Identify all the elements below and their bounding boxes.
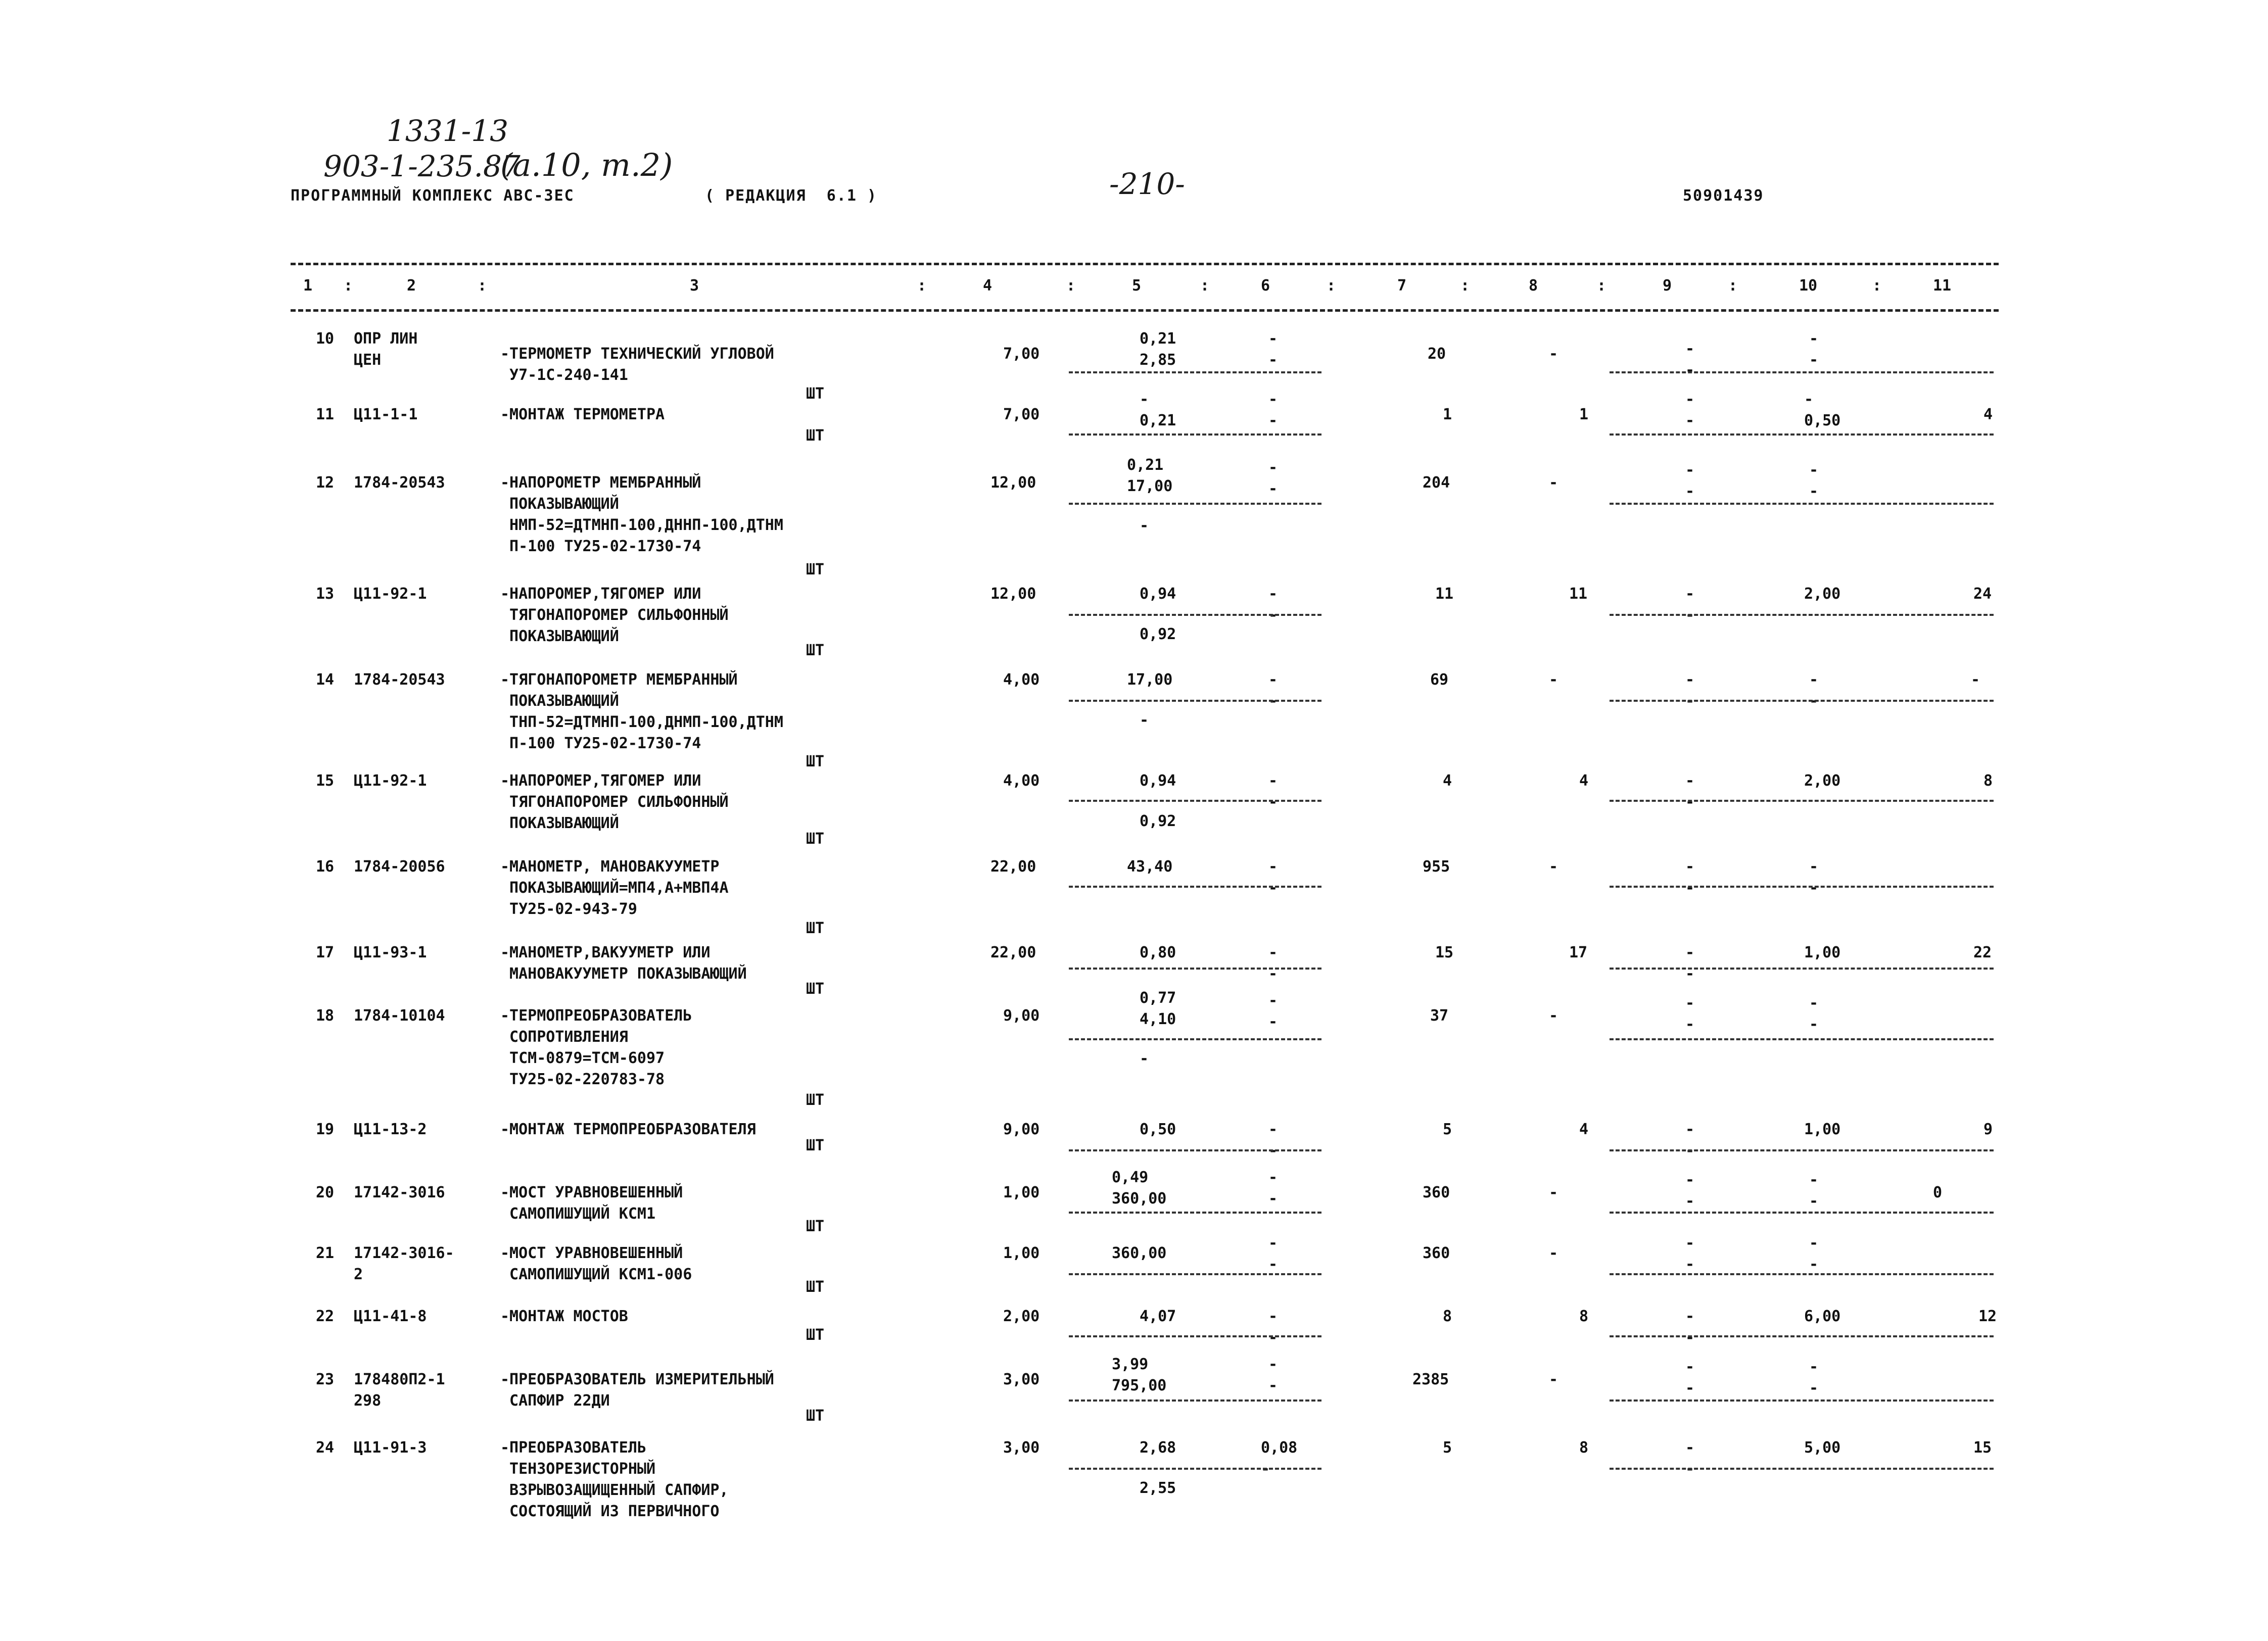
- item-description: -МОНТАЖ ТЕРМОПРЕОБРАЗОВАТЕЛЯ: [500, 1121, 756, 1138]
- price-code: 17142-3016: [354, 1184, 445, 1201]
- col9-value: - -: [1685, 1171, 1695, 1210]
- handwritten-page-number: -210-: [1109, 167, 1185, 201]
- col6-value: - -: [1268, 459, 1278, 498]
- row-separator: [1610, 968, 1994, 970]
- quantity: 12,00: [990, 474, 1036, 492]
- unit-cost: 0,80: [1140, 944, 1176, 961]
- col8-value: -: [1549, 1007, 1558, 1025]
- item-description: -НАПОРОМЕР,ТЯГОМЕР ИЛИ ТЯГОНАПОРОМЕР СИЛЬФОННЫЙ ПОКАЗЫВАЮЩИЙ: [500, 772, 729, 832]
- col6-value: - -: [1268, 585, 1278, 624]
- col8-value: 11: [1569, 585, 1588, 603]
- item-description: -НАПОРОМЕР,ТЯГОМЕР ИЛИ ТЯГОНАПОРОМЕР СИЛЬФОННЫЙ ПОКАЗЫВАЮЩИЙ: [500, 585, 729, 645]
- col11-value: 0: [1933, 1184, 1943, 1201]
- col-8: 8: [1529, 277, 1538, 295]
- unit-label: ШТ: [806, 920, 825, 937]
- unit-label: ШТ: [806, 1218, 825, 1235]
- row-separator: [1069, 886, 1321, 888]
- item-description: -ТЕРМОПРЕОБРАЗОВАТЕЛЬ СОПРОТИВЛЕНИЯ ТСМ-0879=ТСМ-6097 ТУ25-02-220783-78: [500, 1007, 692, 1088]
- col7-value: 360: [1423, 1184, 1450, 1201]
- col-6: 6: [1261, 277, 1270, 295]
- col-sep: :: [344, 277, 353, 295]
- col9-value: - -: [1685, 944, 1695, 983]
- price-code: 1784-20056: [354, 858, 445, 876]
- unit-cost-second: 0,92: [1140, 625, 1176, 643]
- handwritten-code: 1331-13: [387, 114, 509, 148]
- col9-value: - -: [1685, 994, 1695, 1033]
- col-9: 9: [1663, 277, 1672, 295]
- col7-value: 360: [1423, 1244, 1450, 1262]
- price-code: Ц11-41-8: [354, 1308, 427, 1325]
- unit-label: ШТ: [806, 1407, 825, 1425]
- col-2: 2: [407, 277, 416, 295]
- col10-value: 1,00: [1804, 1121, 1841, 1138]
- item-description: -МАНОМЕТР,ВАКУУМЕТР ИЛИ МАНОВАКУУМЕТР ПОКАЗЫВАЮЩИЙ: [500, 944, 747, 983]
- row-separator: [1069, 1468, 1321, 1470]
- row-number: 23: [316, 1371, 335, 1388]
- quantity: 9,00: [1003, 1007, 1040, 1025]
- col7-value: 15: [1435, 944, 1454, 961]
- row-separator: [1069, 1212, 1321, 1214]
- col10-value: 1,00: [1804, 944, 1841, 961]
- price-code: 17142-3016- 2: [354, 1244, 454, 1283]
- unit-cost-dash: -: [1140, 711, 1149, 729]
- col8-value: -: [1549, 671, 1558, 689]
- col10-value: - -: [1809, 858, 1819, 897]
- col8-value: -: [1549, 858, 1558, 876]
- col8-value: 4: [1579, 772, 1589, 790]
- col-sep: :: [1066, 277, 1076, 295]
- unit-cost-dash: -: [1140, 517, 1149, 535]
- header-bottom-rule: [291, 309, 1999, 312]
- item-description: -ПРЕОБРАЗОВАТЕЛЬ ТЕНЗОРЕЗИСТОРНЫЙ ВЗРЫВОЗАЩИЩЕННЫЙ САПФИР, СОСТОЯЩИЙ ИЗ ПЕРВИЧНОГО: [500, 1439, 729, 1520]
- col10-value: - -: [1809, 461, 1819, 500]
- col10-value: 2,00: [1804, 772, 1841, 790]
- col8-value: -: [1549, 474, 1558, 492]
- col7-value: 5: [1443, 1121, 1452, 1138]
- row-separator: [1610, 800, 1994, 802]
- row-number: 10: [316, 330, 335, 348]
- col-sep: :: [1327, 277, 1336, 295]
- row-number: 22: [316, 1308, 335, 1325]
- price-code: ОПР ЛИН ЦЕН: [354, 330, 418, 369]
- quantity: 3,00: [1003, 1371, 1040, 1388]
- price-code: 1784-10104: [354, 1007, 445, 1025]
- col6-value: - -: [1268, 1234, 1278, 1273]
- quantity: 7,00: [1003, 345, 1040, 363]
- col9-value: - -: [1685, 1358, 1695, 1397]
- unit-label: ШТ: [806, 1137, 825, 1154]
- col8-value: -: [1549, 1371, 1558, 1388]
- price-code: Ц11-13-2: [354, 1121, 427, 1138]
- col10-value: - -: [1809, 1234, 1819, 1273]
- col11-value: 15: [1973, 1439, 1992, 1457]
- unit-cost: 4,07: [1140, 1308, 1176, 1325]
- row-separator: [1069, 1399, 1321, 1402]
- row-separator: [1610, 433, 1994, 436]
- price-code: 1784-20543: [354, 671, 445, 689]
- col10-value: - -: [1809, 1358, 1819, 1397]
- row-number: 11: [316, 406, 335, 423]
- row-separator: [1069, 700, 1321, 702]
- unit-cost: 0,21 17,00: [1127, 456, 1173, 495]
- col-11: 11: [1933, 277, 1952, 295]
- item-description: -МОНТАЖ ТЕРМОМЕТРА: [500, 406, 665, 423]
- unit-label: ШТ: [806, 642, 825, 659]
- col7-value: 5: [1443, 1439, 1452, 1457]
- unit-cost: 17,00: [1127, 671, 1173, 689]
- col7-value: 2385: [1412, 1371, 1449, 1388]
- row-separator: [1069, 1038, 1321, 1040]
- col10-value: 2,00: [1804, 585, 1841, 603]
- col-7: 7: [1397, 277, 1407, 295]
- row-number: 15: [316, 772, 335, 790]
- row-separator: [1610, 503, 1994, 505]
- row-separator: [1610, 700, 1994, 702]
- quantity: 22,00: [990, 858, 1036, 876]
- row-separator: [1610, 1273, 1994, 1275]
- col6-value: - -: [1268, 1169, 1278, 1208]
- col6-value: - -: [1268, 1121, 1278, 1160]
- col6-value: - -: [1268, 1356, 1278, 1394]
- row-separator: [1069, 968, 1321, 970]
- col8-value: -: [1549, 345, 1558, 363]
- col8-value: 8: [1579, 1439, 1589, 1457]
- unit-cost: 0,77 4,10: [1140, 989, 1176, 1028]
- col7-value: 1: [1443, 406, 1452, 423]
- unit-label: ШТ: [806, 830, 825, 848]
- unit-label: ШТ: [806, 753, 825, 770]
- col11-value: 22: [1973, 944, 1992, 961]
- row-number: 13: [316, 585, 335, 603]
- unit-cost: 0,50: [1140, 1121, 1176, 1138]
- unit-cost: 0,94: [1140, 585, 1176, 603]
- col-10: 10: [1799, 277, 1818, 295]
- col8-value: -: [1549, 1244, 1558, 1262]
- col6-value: - -: [1268, 858, 1278, 897]
- col6-value: 0,08 -: [1261, 1439, 1298, 1478]
- col-1: 1: [303, 277, 313, 295]
- header-top-rule: [291, 263, 1999, 265]
- item-description: -МАНОМЕТР, МАНОВАКУУМЕТР ПОКАЗЫВАЮЩИЙ=МП4,А+МВП4А ТУ25-02-943-79: [500, 858, 729, 918]
- col-sep: :: [1872, 277, 1882, 295]
- price-code: Ц11-91-3: [354, 1439, 427, 1457]
- row-separator: [1610, 1212, 1994, 1214]
- unit-cost: 360,00: [1112, 1244, 1167, 1262]
- col9-value: - -: [1685, 1234, 1695, 1273]
- unit-label: ШТ: [806, 1326, 825, 1344]
- quantity: 4,00: [1003, 772, 1040, 790]
- col9-value: - -: [1685, 1121, 1695, 1160]
- row-number: 21: [316, 1244, 335, 1262]
- unit-cost-second: 0,92: [1140, 812, 1176, 830]
- unit-cost-dash: -: [1140, 1050, 1149, 1068]
- col7-value: 11: [1435, 585, 1454, 603]
- col10-value: - 0,50: [1804, 391, 1841, 429]
- row-number: 24: [316, 1439, 335, 1457]
- col7-value: 37: [1430, 1007, 1449, 1025]
- handwritten-project-code: 903-1-235.87: [323, 149, 521, 183]
- row-number: 20: [316, 1184, 335, 1201]
- row-number: 14: [316, 671, 335, 689]
- row-separator: [1069, 371, 1321, 373]
- row-separator: [1610, 614, 1994, 616]
- col8-value: 8: [1579, 1308, 1589, 1325]
- item-description: -НАПОРОМЕТР МЕМБРАННЫЙ ПОКАЗЫВАЮЩИЙ НМП-52=ДТМНП-100,ДННП-100,ДТНМ П-100 ТУ25-02-1730-74: [500, 474, 783, 555]
- col6-value: - -: [1268, 391, 1278, 429]
- col9-value: - -: [1685, 772, 1695, 811]
- col7-value: 955: [1423, 858, 1450, 876]
- row-separator: [1069, 1335, 1321, 1337]
- col9-value: - -: [1685, 585, 1695, 624]
- unit-cost: 3,99 795,00: [1112, 1356, 1167, 1394]
- col10-value: - -: [1809, 994, 1819, 1033]
- col7-value: 4: [1443, 772, 1452, 790]
- col6-value: - -: [1268, 1308, 1278, 1346]
- col10-value: - -: [1809, 330, 1819, 369]
- col10-value: 6,00: [1804, 1308, 1841, 1325]
- unit-cost-second: 2,55: [1140, 1479, 1176, 1497]
- col9-value: - -: [1685, 340, 1695, 379]
- unit-cost: 43,40: [1127, 858, 1173, 876]
- col6-value: - -: [1268, 671, 1278, 710]
- row-number: 17: [316, 944, 335, 961]
- row-number: 16: [316, 858, 335, 876]
- row-separator: [1069, 503, 1321, 505]
- row-separator: [1610, 1399, 1994, 1402]
- quantity: 3,00: [1003, 1439, 1040, 1457]
- row-separator: [1069, 614, 1321, 616]
- unit-cost: 0,94: [1140, 772, 1176, 790]
- quantity: 22,00: [990, 944, 1036, 961]
- col7-value: 69: [1430, 671, 1449, 689]
- col6-value: - -: [1268, 992, 1278, 1031]
- col9-value: - -: [1685, 1308, 1695, 1346]
- item-description: -МОСТ УРАВНОВЕШЕННЫЙ САМОПИШУЩИЙ КСМ1-006: [500, 1244, 692, 1283]
- quantity: 7,00: [1003, 406, 1040, 423]
- col9-value: - -: [1685, 391, 1695, 429]
- col10-value: - -: [1809, 1171, 1819, 1210]
- col8-value: 4: [1579, 1121, 1589, 1138]
- col9-value: - -: [1685, 858, 1695, 897]
- row-number: 19: [316, 1121, 335, 1138]
- col11-value: 4: [1983, 406, 1993, 423]
- document-id: 50901439: [1683, 187, 1764, 205]
- col6-value: - -: [1268, 944, 1278, 983]
- price-code: Ц11-93-1: [354, 944, 427, 961]
- col6-value: - -: [1268, 330, 1278, 369]
- row-number: 12: [316, 474, 335, 492]
- row-separator: [1069, 1273, 1321, 1275]
- col11-value: 12: [1978, 1308, 1997, 1325]
- col8-value: 1: [1579, 406, 1589, 423]
- price-code: Ц11-92-1: [354, 585, 427, 603]
- unit-label: ШТ: [806, 1278, 825, 1296]
- unit-label: ШТ: [806, 561, 825, 578]
- row-separator: [1610, 371, 1994, 373]
- col-sep: :: [1728, 277, 1738, 295]
- quantity: 1,00: [1003, 1184, 1040, 1201]
- col9-value: - -: [1685, 1439, 1695, 1478]
- col7-value: 8: [1443, 1308, 1452, 1325]
- col9-value: - -: [1685, 461, 1695, 500]
- unit-label: ШТ: [806, 980, 825, 998]
- price-code: Ц11-92-1: [354, 772, 427, 790]
- row-separator: [1610, 1468, 1994, 1470]
- col11-value: 8: [1983, 772, 1993, 790]
- col-sep: :: [1200, 277, 1210, 295]
- edition-label: ( РЕДАКЦИЯ 6.1 ): [705, 187, 878, 205]
- col10-value: 5,00: [1804, 1439, 1841, 1457]
- item-description: -ТЯГОНАПОРОМЕТР МЕМБРАННЫЙ ПОКАЗЫВАЮЩИЙ ТНП-52=ДТМНП-100,ДНМП-100,ДТНМ П-100 ТУ25-02-1730-74: [500, 671, 783, 752]
- col-4: 4: [983, 277, 993, 295]
- col8-value: 17: [1569, 944, 1588, 961]
- col9-value: - -: [1685, 671, 1695, 710]
- price-code: Ц11-1-1: [354, 406, 418, 423]
- row-separator: [1610, 1335, 1994, 1337]
- col-3: 3: [690, 277, 699, 295]
- handwritten-album: (а.10, т.2): [500, 147, 673, 183]
- row-separator: [1069, 1149, 1321, 1151]
- quantity: 12,00: [990, 585, 1036, 603]
- unit-cost: 2,68: [1140, 1439, 1176, 1457]
- quantity: 1,00: [1003, 1244, 1040, 1262]
- col-sep: :: [478, 277, 487, 295]
- unit-cost: - 0,21: [1140, 391, 1176, 429]
- col7-value: 204: [1423, 474, 1450, 492]
- item-description: -МОСТ УРАВНОВЕШЕННЫЙ САМОПИШУЩИЙ КСМ1: [500, 1184, 683, 1223]
- row-separator: [1610, 1038, 1994, 1040]
- col8-value: -: [1549, 1184, 1558, 1201]
- quantity: 9,00: [1003, 1121, 1040, 1138]
- unit-cost: 0,49 360,00: [1112, 1169, 1167, 1208]
- row-separator: [1610, 886, 1994, 888]
- col11-value: 9: [1983, 1121, 1993, 1138]
- unit-label: ШТ: [806, 385, 825, 403]
- row-number: 18: [316, 1007, 335, 1025]
- col6-value: - -: [1268, 772, 1278, 811]
- unit-label: ШТ: [806, 427, 825, 445]
- item-description: -ТЕРМОМЕТР ТЕХНИЧЕСКИЙ УГЛОВОЙ У7-1С-240-141: [500, 345, 774, 384]
- item-description: -МОНТАЖ МОСТОВ: [500, 1308, 628, 1325]
- col-sep: :: [1460, 277, 1470, 295]
- col10-value: - -: [1809, 671, 1819, 710]
- quantity: 4,00: [1003, 671, 1040, 689]
- row-separator: [1069, 433, 1321, 436]
- col11-value: -: [1971, 671, 1980, 689]
- col-sep: :: [1597, 277, 1606, 295]
- price-code: 178480П2-1 298: [354, 1371, 445, 1410]
- col-5: 5: [1132, 277, 1142, 295]
- unit-cost: 0,21 2,85: [1140, 330, 1176, 369]
- program-title: ПРОГРАММНЫЙ КОМПЛЕКС АВС-3ЕС: [291, 187, 575, 205]
- item-description: -ПРЕОБРАЗОВАТЕЛЬ ИЗМЕРИТЕЛЬНЫЙ САПФИР 22ДИ: [500, 1371, 774, 1410]
- price-code: 1784-20543: [354, 474, 445, 492]
- col11-value: 24: [1973, 585, 1992, 603]
- col7-value: 20: [1428, 345, 1446, 363]
- row-separator: [1610, 1149, 1994, 1151]
- quantity: 2,00: [1003, 1308, 1040, 1325]
- col-sep: :: [917, 277, 927, 295]
- unit-label: ШТ: [806, 1091, 825, 1109]
- row-separator: [1069, 800, 1321, 802]
